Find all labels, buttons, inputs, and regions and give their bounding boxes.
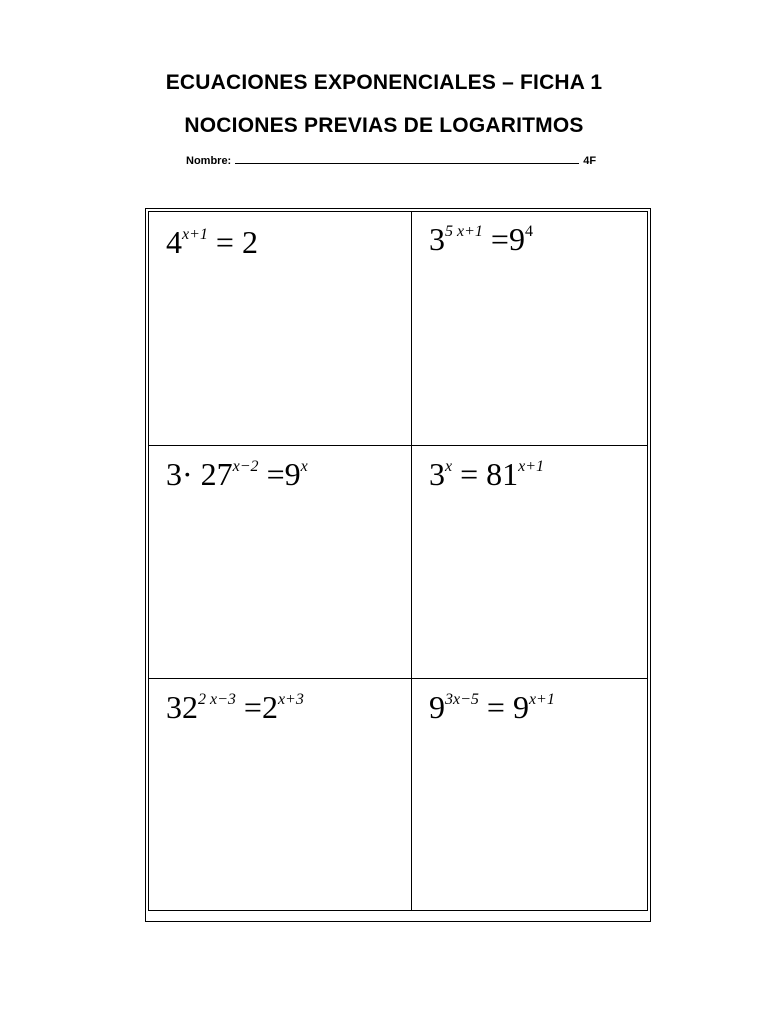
equation-base: 4 [166,224,182,260]
equation-exponent: x+1 [518,458,545,475]
equation-base: 2 [261,689,278,725]
worksheet-title: ECUACIONES EXPONENCIALES – FICHA 1 [165,71,603,94]
exercise-grid-inner [148,211,648,911]
name-line [186,153,616,167]
equation-exponent: 5 x+1 [445,223,483,240]
equation-exponent: 3x−5 [445,691,479,708]
equation-operator: = [235,689,262,725]
worksheet-subtitle: NOCIONES PREVIAS DE LOGARITMOS [184,114,584,137]
exercise-equation-2 [429,223,533,255]
grid-divider-horizontal [149,678,647,679]
equation-exponent: 4 [524,223,533,240]
equation-base: 9 [429,689,445,725]
equation-base: 3 [429,221,445,257]
equation-exponent: x−2 [232,458,259,475]
equation-exponent: x [300,458,308,475]
equation-base: 9 [284,456,301,492]
equation-operator: = [207,224,242,260]
grid-divider-horizontal [149,445,647,446]
equation-exponent: x+3 [277,691,304,708]
exercise-equation-3 [166,458,308,490]
equation-prefix: 3· [166,456,201,492]
grid-divider-vertical [411,212,412,910]
name-label: Nombre: [186,155,232,167]
equation-exponent: x [445,458,453,475]
equation-base: 81 [486,456,519,492]
equation-operator: = [482,221,509,257]
equation-base: 32 [166,689,198,725]
equation-base: 3 [429,456,445,492]
equation-base: 2 [241,224,258,260]
exercise-grid [145,208,651,922]
equation-operator: = [478,689,513,725]
equation-exponent: x+1 [182,226,208,243]
exercise-equation-1 [166,226,258,258]
equation-exponent: 2 x−3 [198,691,236,708]
name-blank-field[interactable] [235,153,579,164]
group-label: 4F [583,155,597,167]
exercise-equation-5 [166,691,304,723]
equation-base: 9 [508,221,525,257]
equation-base: 27 [200,456,233,492]
equation-exponent: x+1 [528,691,555,708]
exercise-equation-4 [429,458,544,490]
equation-operator: = [258,456,285,492]
exercise-equation-6 [429,691,555,723]
equation-operator: = [452,456,487,492]
equation-base: 9 [512,689,529,725]
